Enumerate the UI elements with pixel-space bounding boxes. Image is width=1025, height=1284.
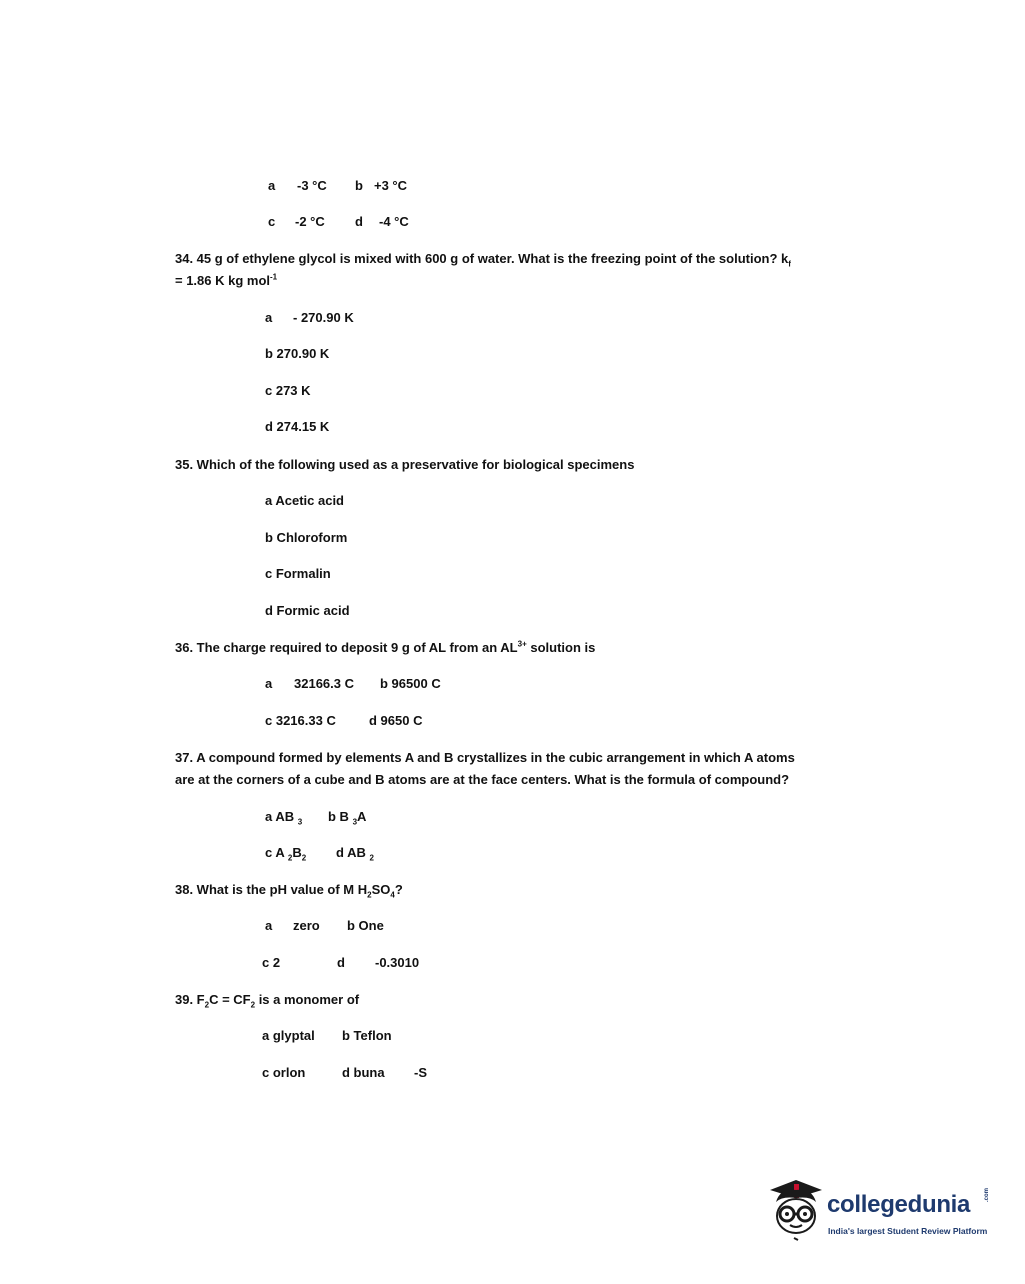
q33-option-b-letter: b <box>355 178 363 193</box>
q34-option-c: c 273 K <box>265 383 311 398</box>
q36-option-a-letter: a <box>265 676 273 691</box>
q38-option-c: c 2 <box>262 955 281 970</box>
q34-option-a-text: - 270.90 K <box>293 310 354 325</box>
q39-option-c: c orlon <box>262 1065 306 1080</box>
logo-tagline: India's largest Student Review Platform <box>828 1226 988 1236</box>
q38-question: 38. What is the pH value of M $H_2SO_4$? <box>175 882 403 900</box>
q33-option-a-text: -3 °C <box>297 178 327 193</box>
q34-option-b: b 270.90 K <box>265 346 330 361</box>
q33-option-c-text: -2 °C <box>295 214 325 229</box>
q37-option-b: b B $_3$A <box>328 809 367 827</box>
q33-option-a-letter: a <box>268 178 276 193</box>
q39-option-a: a glyptal <box>262 1028 315 1043</box>
q38-option-b: b One <box>347 918 384 933</box>
logo-brand-text: collegedunia <box>827 1191 971 1218</box>
collegedunia-mascot-icon <box>766 1176 826 1248</box>
q39-option-d-suffix: -S <box>414 1065 427 1080</box>
q38-option-d-letter: d <box>337 955 345 970</box>
q37-option-d: d AB $_2$ <box>336 845 374 863</box>
q34-option-d: d 274.15 K <box>265 419 330 434</box>
q34-question-line2: = 1.86 K kg mol$^{-1}$ <box>175 272 278 288</box>
q35-option-b: b Chloroform <box>265 530 348 545</box>
q36-option-b: b 96500 C <box>380 676 441 691</box>
q38-option-a-text: zero <box>293 918 320 933</box>
q37-option-c: c A $_2B_2$ <box>265 845 307 863</box>
q36-option-a-text: 32166.3 C <box>294 676 354 691</box>
q37-question-line1: 37. A compound formed by elements A and B crystallizes in the cubic arrangement in which A atoms <box>175 750 795 765</box>
q37-question-line2: are at the corners of a cube and B atoms are at the face centers. What is the formula of compound? <box>175 772 790 787</box>
q35-question: 35. Which of the following used as a preservative for biological specimens <box>175 457 635 472</box>
q36-option-d: d 9650 C <box>369 713 423 728</box>
q34-question-line1: 34. 45 g of ethylene glycol is mixed with 600 g of water. What is the freezing point of the solution? $k_f$ <box>175 251 791 269</box>
q35-option-c: c Formalin <box>265 566 331 581</box>
q33-option-c-letter: c <box>268 214 276 229</box>
q33-option-d-text: -4 °C <box>379 214 409 229</box>
q35-option-a: a Acetic acid <box>265 493 345 508</box>
q33-option-d-letter: d <box>355 214 363 229</box>
logo-brand-suffix: .com <box>984 1187 990 1202</box>
q37-option-a: a AB $_3$ <box>265 809 303 827</box>
q39-option-d: d buna <box>342 1065 385 1080</box>
q35-option-d: d Formic acid <box>265 603 350 618</box>
q38-option-a-letter: a <box>265 918 273 933</box>
q34-option-a-letter: a <box>265 310 273 325</box>
q38-option-d-text: -0.3010 <box>375 955 420 970</box>
q33-option-b-text: +3 °C <box>374 178 408 193</box>
q36-question: 36. The charge required to deposit 9 g of AL from an $AL^{3+}$ solution is <box>175 639 596 655</box>
q39-question: 39. $F_2C = CF_2$ is a monomer of <box>175 992 360 1010</box>
q36-option-c: c 3216.33 C <box>265 713 336 728</box>
q39-option-b: b Teflon <box>342 1028 392 1043</box>
